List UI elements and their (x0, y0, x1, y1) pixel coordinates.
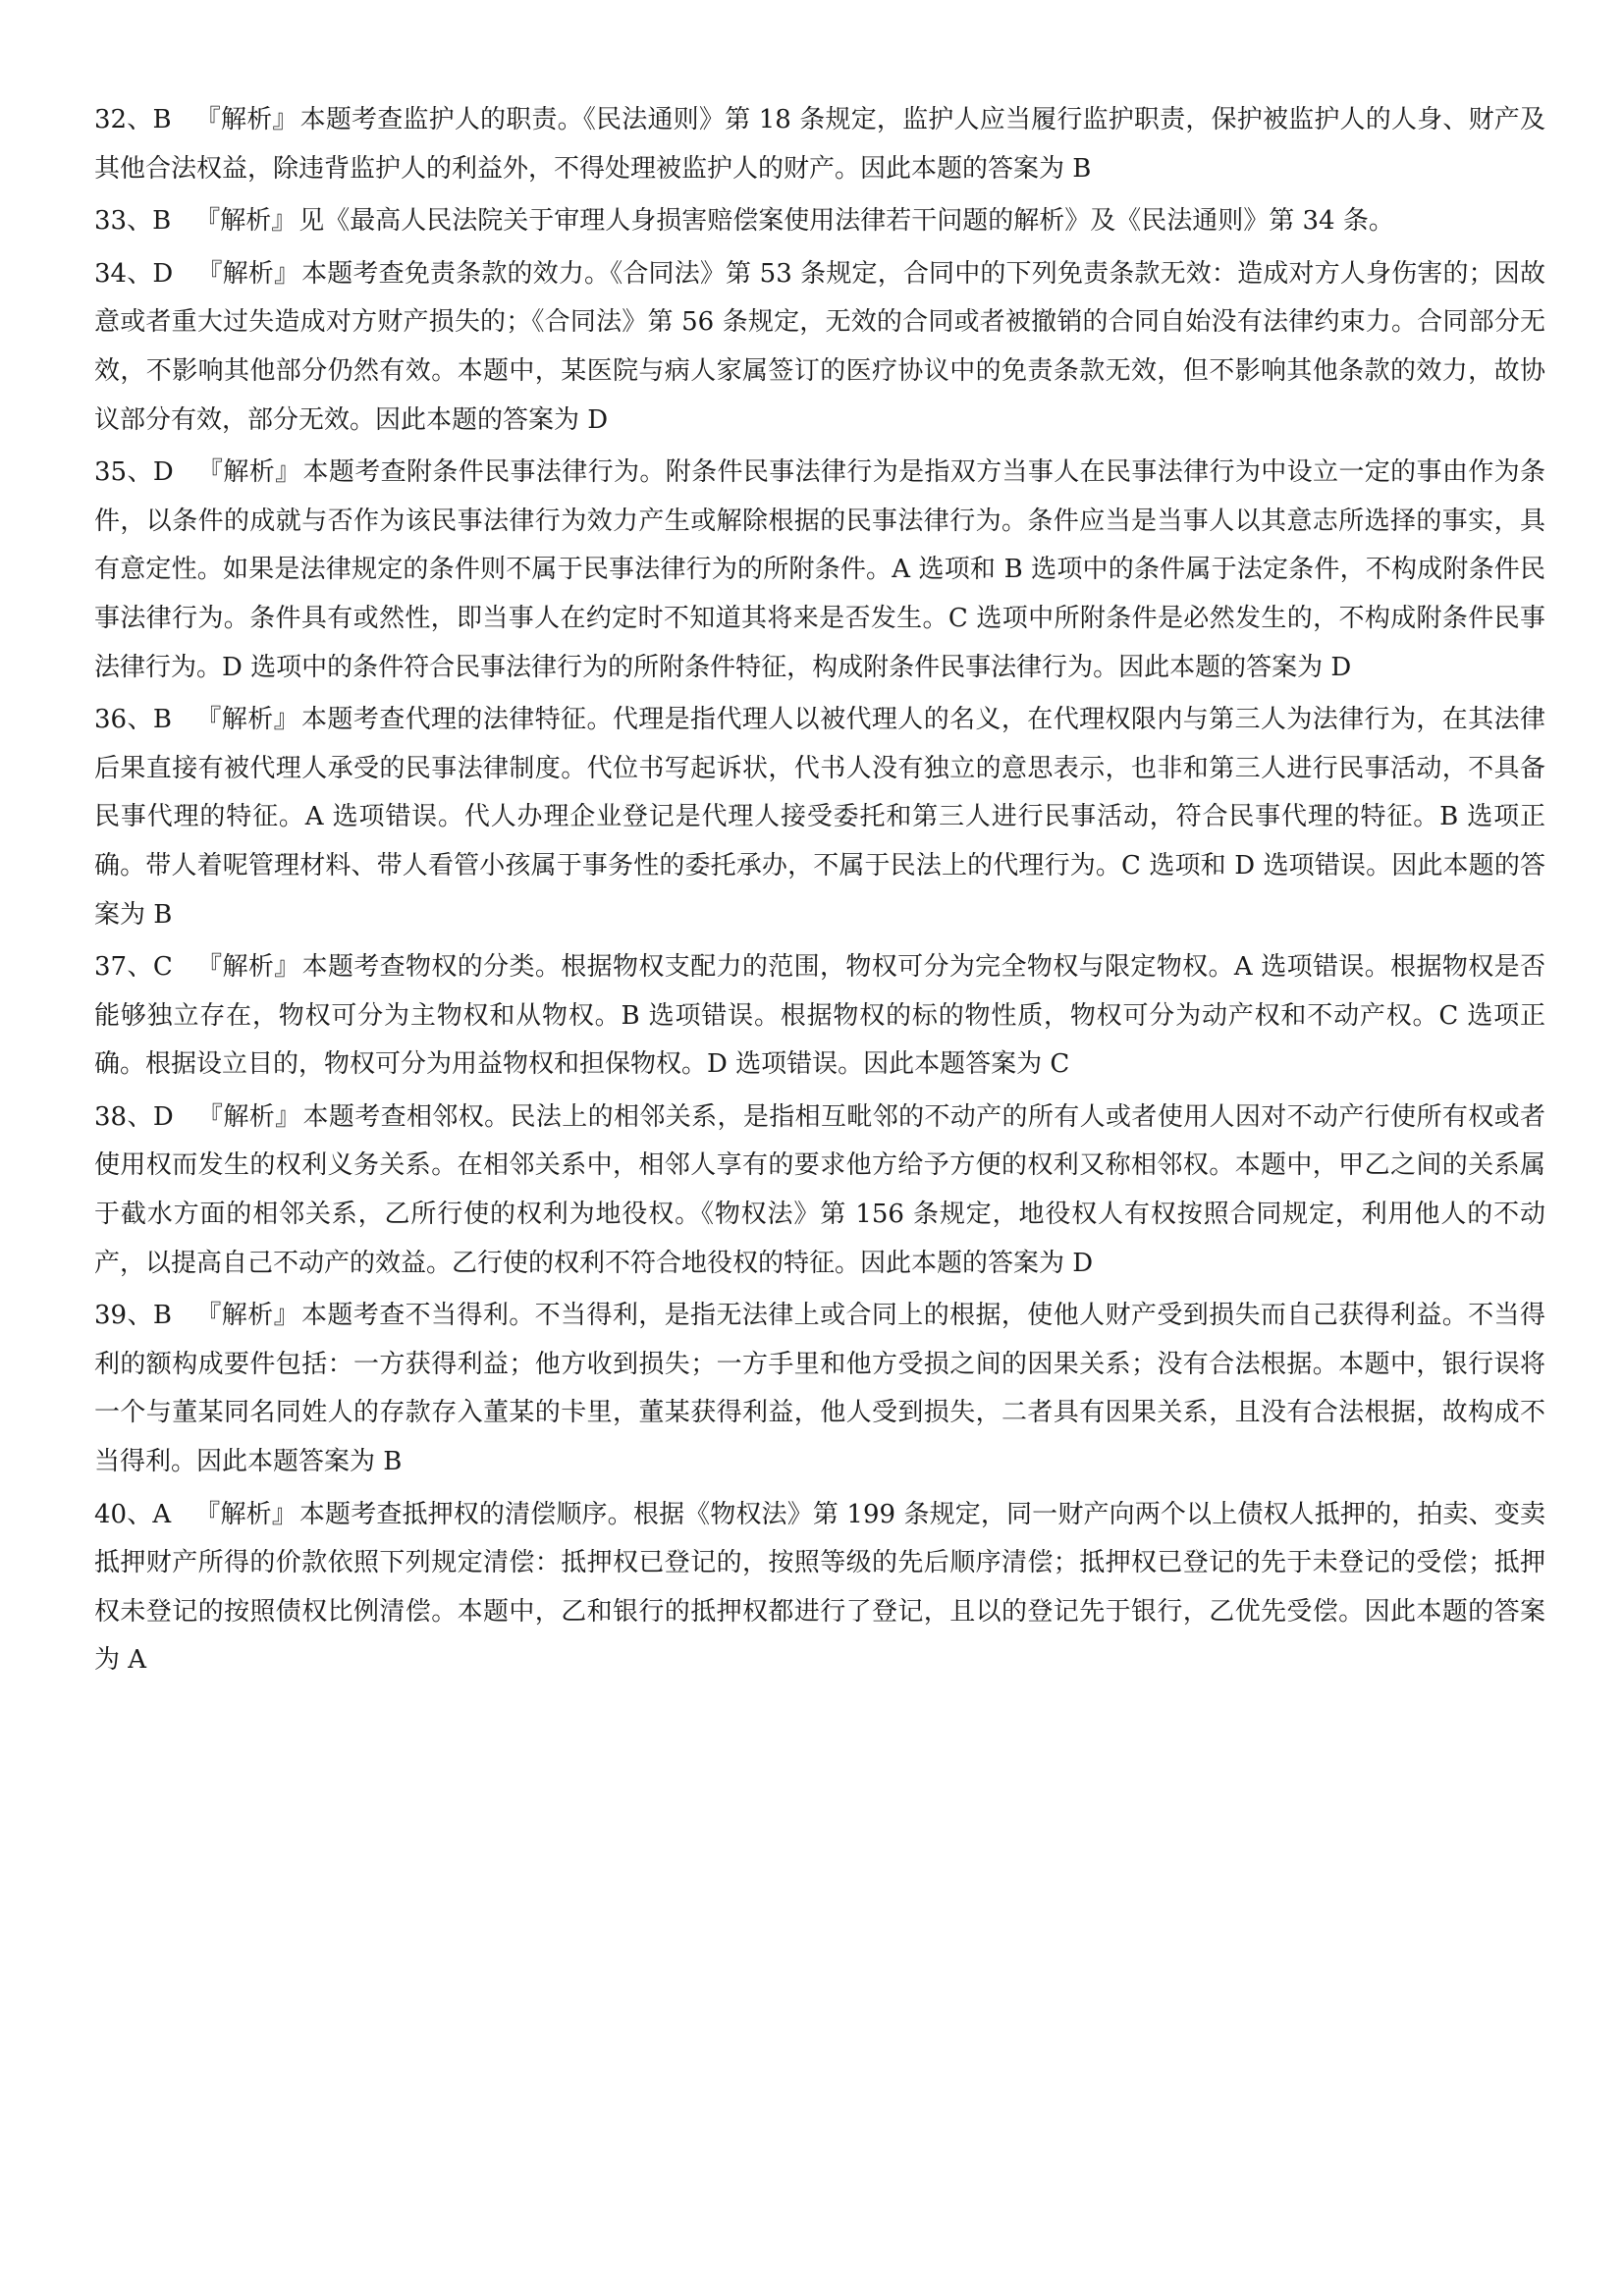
question-number-answer: 35、D (94, 457, 174, 488)
question-number-answer: 38、D (94, 1101, 174, 1132)
analysis-tag: 『解析』 (195, 1301, 300, 1331)
analysis-tag: 『解析』 (196, 457, 301, 488)
analysis-tag: 『解析』 (196, 258, 300, 289)
explanation-text: 本题考查抵押权的清偿顺序。根据《物权法》第 199 条规定，同一财产向两个以上债权人抵押的，拍卖、变卖抵押财产所得的价款依照下列规定清偿：抵押权已登记的，按照等级的先后顺序清偿；抵押权已登记的先于未登记的受偿；抵押权未登记的按照债权比例清偿。本题中，乙和银行的抵押权都进行了登记，且以的登记先于银行，乙优先受偿。因此本题的答案为 A (94, 1499, 1545, 1676)
answer-entry-33 (94, 197, 1545, 246)
explanation-text: 本题考查附条件民事法律行为。附条件民事法律行为是指双方当事人在民事法律行为中设立一定的事由作为条件，以条件的成就与否作为该民事法律行为效力产生或解除根据的民事法律行为。条件应当是当事人以其意志所选择的事实，具有意定性。如果是法律规定的条件则不属于民事法律行为的所附条件。A 选项和 B 选项中的条件属于法定条件，不构成附条件民事法律行为。条件具有或然性，即当事人在约定时不知道其将来是否发生。C 选项中所附条件是必然发生的，不构成附条件民事法律行为。D 选项中的条件符合民事法律行为的所附条件特征，构成附条件民事法律行为。因此本题的答案为 D (94, 457, 1545, 682)
analysis-tag: 『解析』 (195, 705, 300, 735)
answer-entry-40 (94, 1491, 1545, 1685)
analysis-tag: 『解析』 (195, 952, 300, 983)
question-number-answer: 37、C (94, 952, 173, 983)
answer-explanations (94, 96, 1545, 1689)
explanation-text: 本题考查不当得利。不当得利，是指无法律上或合同上的根据，使他人财产受到损失而自己获得利益。不当得利的额构成要件包括：一方获得利益；他方收到损失；一方手里和他方受损之间的因果关系；没有合法根据。本题中，银行误将一个与董某同名同姓人的存款存入董某的卡里，董某获得利益，他人受到损失，二者具有因果关系，且没有合法根据，故构成不当得利。因此本题答案为 B (94, 1301, 1545, 1477)
answer-entry-38 (94, 1094, 1545, 1288)
question-number-answer: 40、A (94, 1499, 172, 1529)
question-number-answer: 36、B (94, 705, 172, 735)
answer-entry-37 (94, 943, 1545, 1090)
answer-entry-35 (94, 449, 1545, 692)
analysis-tag: 『解析』 (196, 1101, 301, 1132)
explanation-text: 本题考查免责条款的效力。《合同法》第 53 条规定，合同中的下列免责条款无效：造成对方人身伤害的；因故意或者重大过失造成对方财产损失的；《合同法》第 56 条规定，无效的合同或者被撤销的合同自始没有法律约束力。合同部分无效，不影响其他部分仍然有效。本题中，某医院与病人家属签订的医疗协议中的免责条款无效，但不影响其他条款的效力，故协议部分有效，部分无效。因此本题的答案为 D (94, 258, 1545, 435)
question-number-answer: 33、B (94, 206, 172, 237)
explanation-text: 本题考查相邻权。民法上的相邻关系，是指相互毗邻的不动产的所有人或者使用人因对不动产行使所有权或者使用权而发生的权利义务关系。在相邻关系中，相邻人享有的要求他方给予方便的权利又称相邻权。本题中，甲乙之间的关系属于截水方面的相邻关系，乙所行使的权利为地役权。《物权法》第 156 条规定，地役权人有权按照合同规定，利用他人的不动产，以提高自己不动产的效益。乙行使的权利不符合地役权的特征。因此本题的答案为 D (94, 1101, 1545, 1278)
explanation-text: 见《最高人民法院关于审理人身损害赔偿案使用法律若干问题的解析》及《民法通则》第 34 条。 (298, 206, 1394, 237)
analysis-tag: 『解析』 (194, 105, 298, 134)
explanation-text: 本题考查物权的分类。根据物权支配力的范围，物权可分为完全物权与限定物权。A 选项错误。根据物权是否能够独立存在，物权可分为主物权和从物权。B 选项错误。根据物权的标的物性质，物权可分为动产权和不动产权。C 选项正确。根据设立目的，物权可分为用益物权和担保物权。D 选项错误。因此本题答案为 C (94, 952, 1545, 1080)
question-number-answer: 34、D (94, 258, 174, 289)
analysis-tag: 『解析』 (194, 1499, 298, 1529)
question-number-answer: 32、B (94, 105, 172, 134)
explanation-text: 本题考查监护人的职责。《民法通则》第 18 条规定，监护人应当履行监护职责，保护被监护人的人身、财产及其他合法权益，除违背监护人的利益外，不得处理被监护人的财产。因此本题的答案为 B (94, 105, 1545, 184)
answer-entry-36 (94, 696, 1545, 939)
answer-entry-39 (94, 1292, 1545, 1486)
answer-entry-34 (94, 250, 1545, 445)
analysis-tag: 『解析』 (194, 206, 298, 237)
question-number-answer: 39、B (94, 1301, 172, 1331)
answer-entry-32 (94, 96, 1545, 193)
explanation-text: 本题考查代理的法律特征。代理是指代理人以被代理人的名义，在代理权限内与第三人为法律行为，在其法律后果直接有被代理人承受的民事法律制度。代位书写起诉状，代书人没有独立的意思表示，也非和第三人进行民事活动，不具备民事代理的特征。A 选项错误。代人办理企业登记是代理人接受委托和第三人进行民事活动，符合民事代理的特征。B 选项正确。带人着呢管理材料、带人看管小孩属于事务性的委托承办，不属于民法上的代理行为。C 选项和 D 选项错误。因此本题的答案为 B (94, 705, 1545, 930)
